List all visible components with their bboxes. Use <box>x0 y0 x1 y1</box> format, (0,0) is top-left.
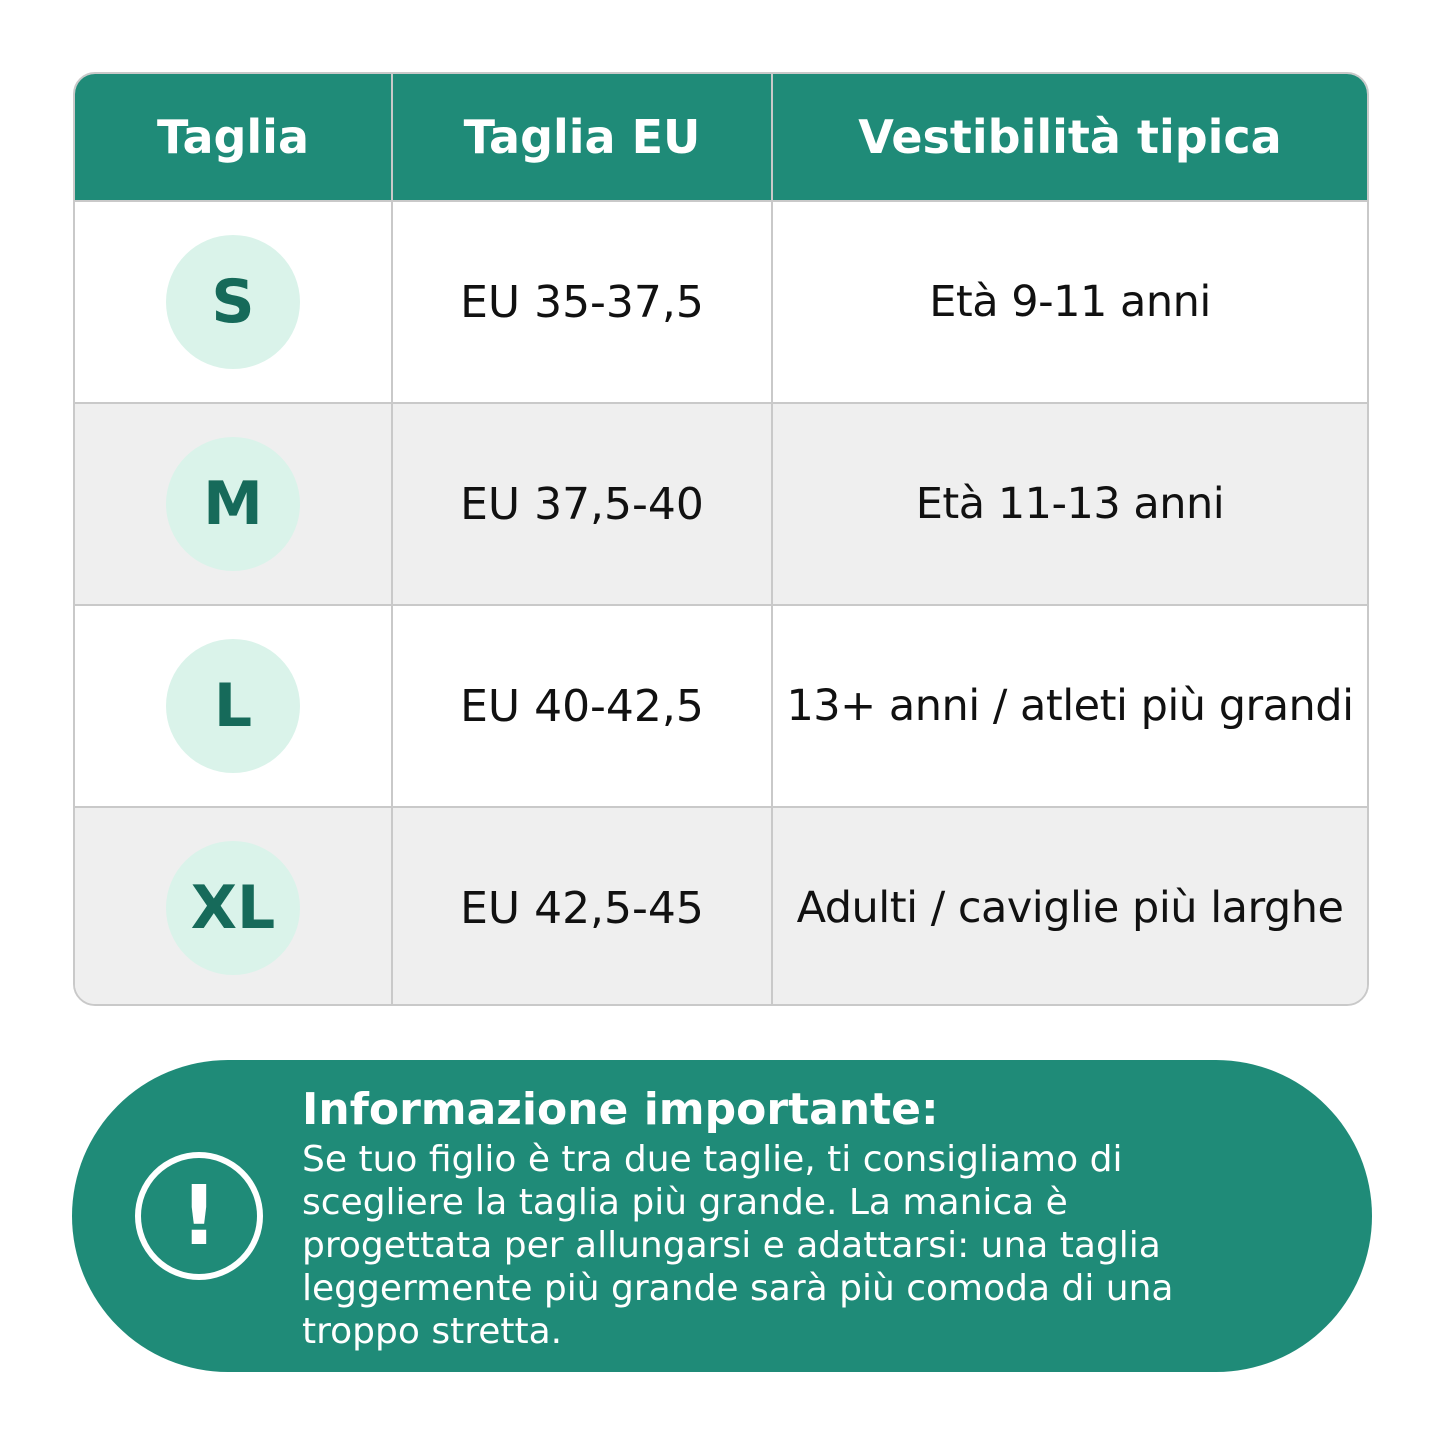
info-line: progettata per allungarsi e adattarsi: una taglia <box>302 1225 1161 1266</box>
size-badge: L <box>166 639 300 773</box>
size-badge: M <box>166 437 300 571</box>
info-line: leggermente più grande sarà più comoda di una <box>302 1268 1174 1309</box>
fit-cell: 13+ anni / atleti più grandi <box>786 681 1354 731</box>
info-title: Informazione importante: <box>302 1084 939 1135</box>
table-row <box>75 202 1367 404</box>
size-cell <box>75 808 393 1006</box>
fit-cell: Età 9-11 anni <box>929 277 1211 327</box>
info-banner <box>72 1060 1372 1372</box>
exclamation-icon: ! <box>135 1152 263 1280</box>
info-line: scegliere la taglia più grande. La manica è <box>302 1182 1068 1223</box>
table-row <box>75 404 1367 606</box>
table-row <box>75 606 1367 808</box>
eu-size-cell: EU 37,5-40 <box>393 404 773 604</box>
table-row <box>75 808 1367 1006</box>
fit-cell: Età 11-13 anni <box>915 479 1225 529</box>
size-badge: XL <box>166 841 300 975</box>
eu-size-cell: EU 40-42,5 <box>393 606 773 806</box>
size-cell <box>75 606 393 806</box>
header-typical-fit: Vestibilità tipica <box>858 110 1282 164</box>
size-cell <box>75 404 393 604</box>
info-line: Se tuo figlio è tra due taglie, ti consigliamo di <box>302 1139 1123 1180</box>
size-cell <box>75 202 393 402</box>
header-eu-size: Taglia EU <box>393 74 773 200</box>
size-badge: S <box>166 235 300 369</box>
header-size: Taglia <box>75 74 393 200</box>
info-text <box>302 1082 1302 1353</box>
table-header-row <box>75 74 1367 202</box>
info-line: troppo stretta. <box>302 1311 563 1352</box>
size-table <box>73 72 1369 1006</box>
fit-cell: Adulti / caviglie più larghe <box>796 883 1344 933</box>
eu-size-cell: EU 35-37,5 <box>393 202 773 402</box>
eu-size-cell: EU 42,5-45 <box>393 808 773 1006</box>
